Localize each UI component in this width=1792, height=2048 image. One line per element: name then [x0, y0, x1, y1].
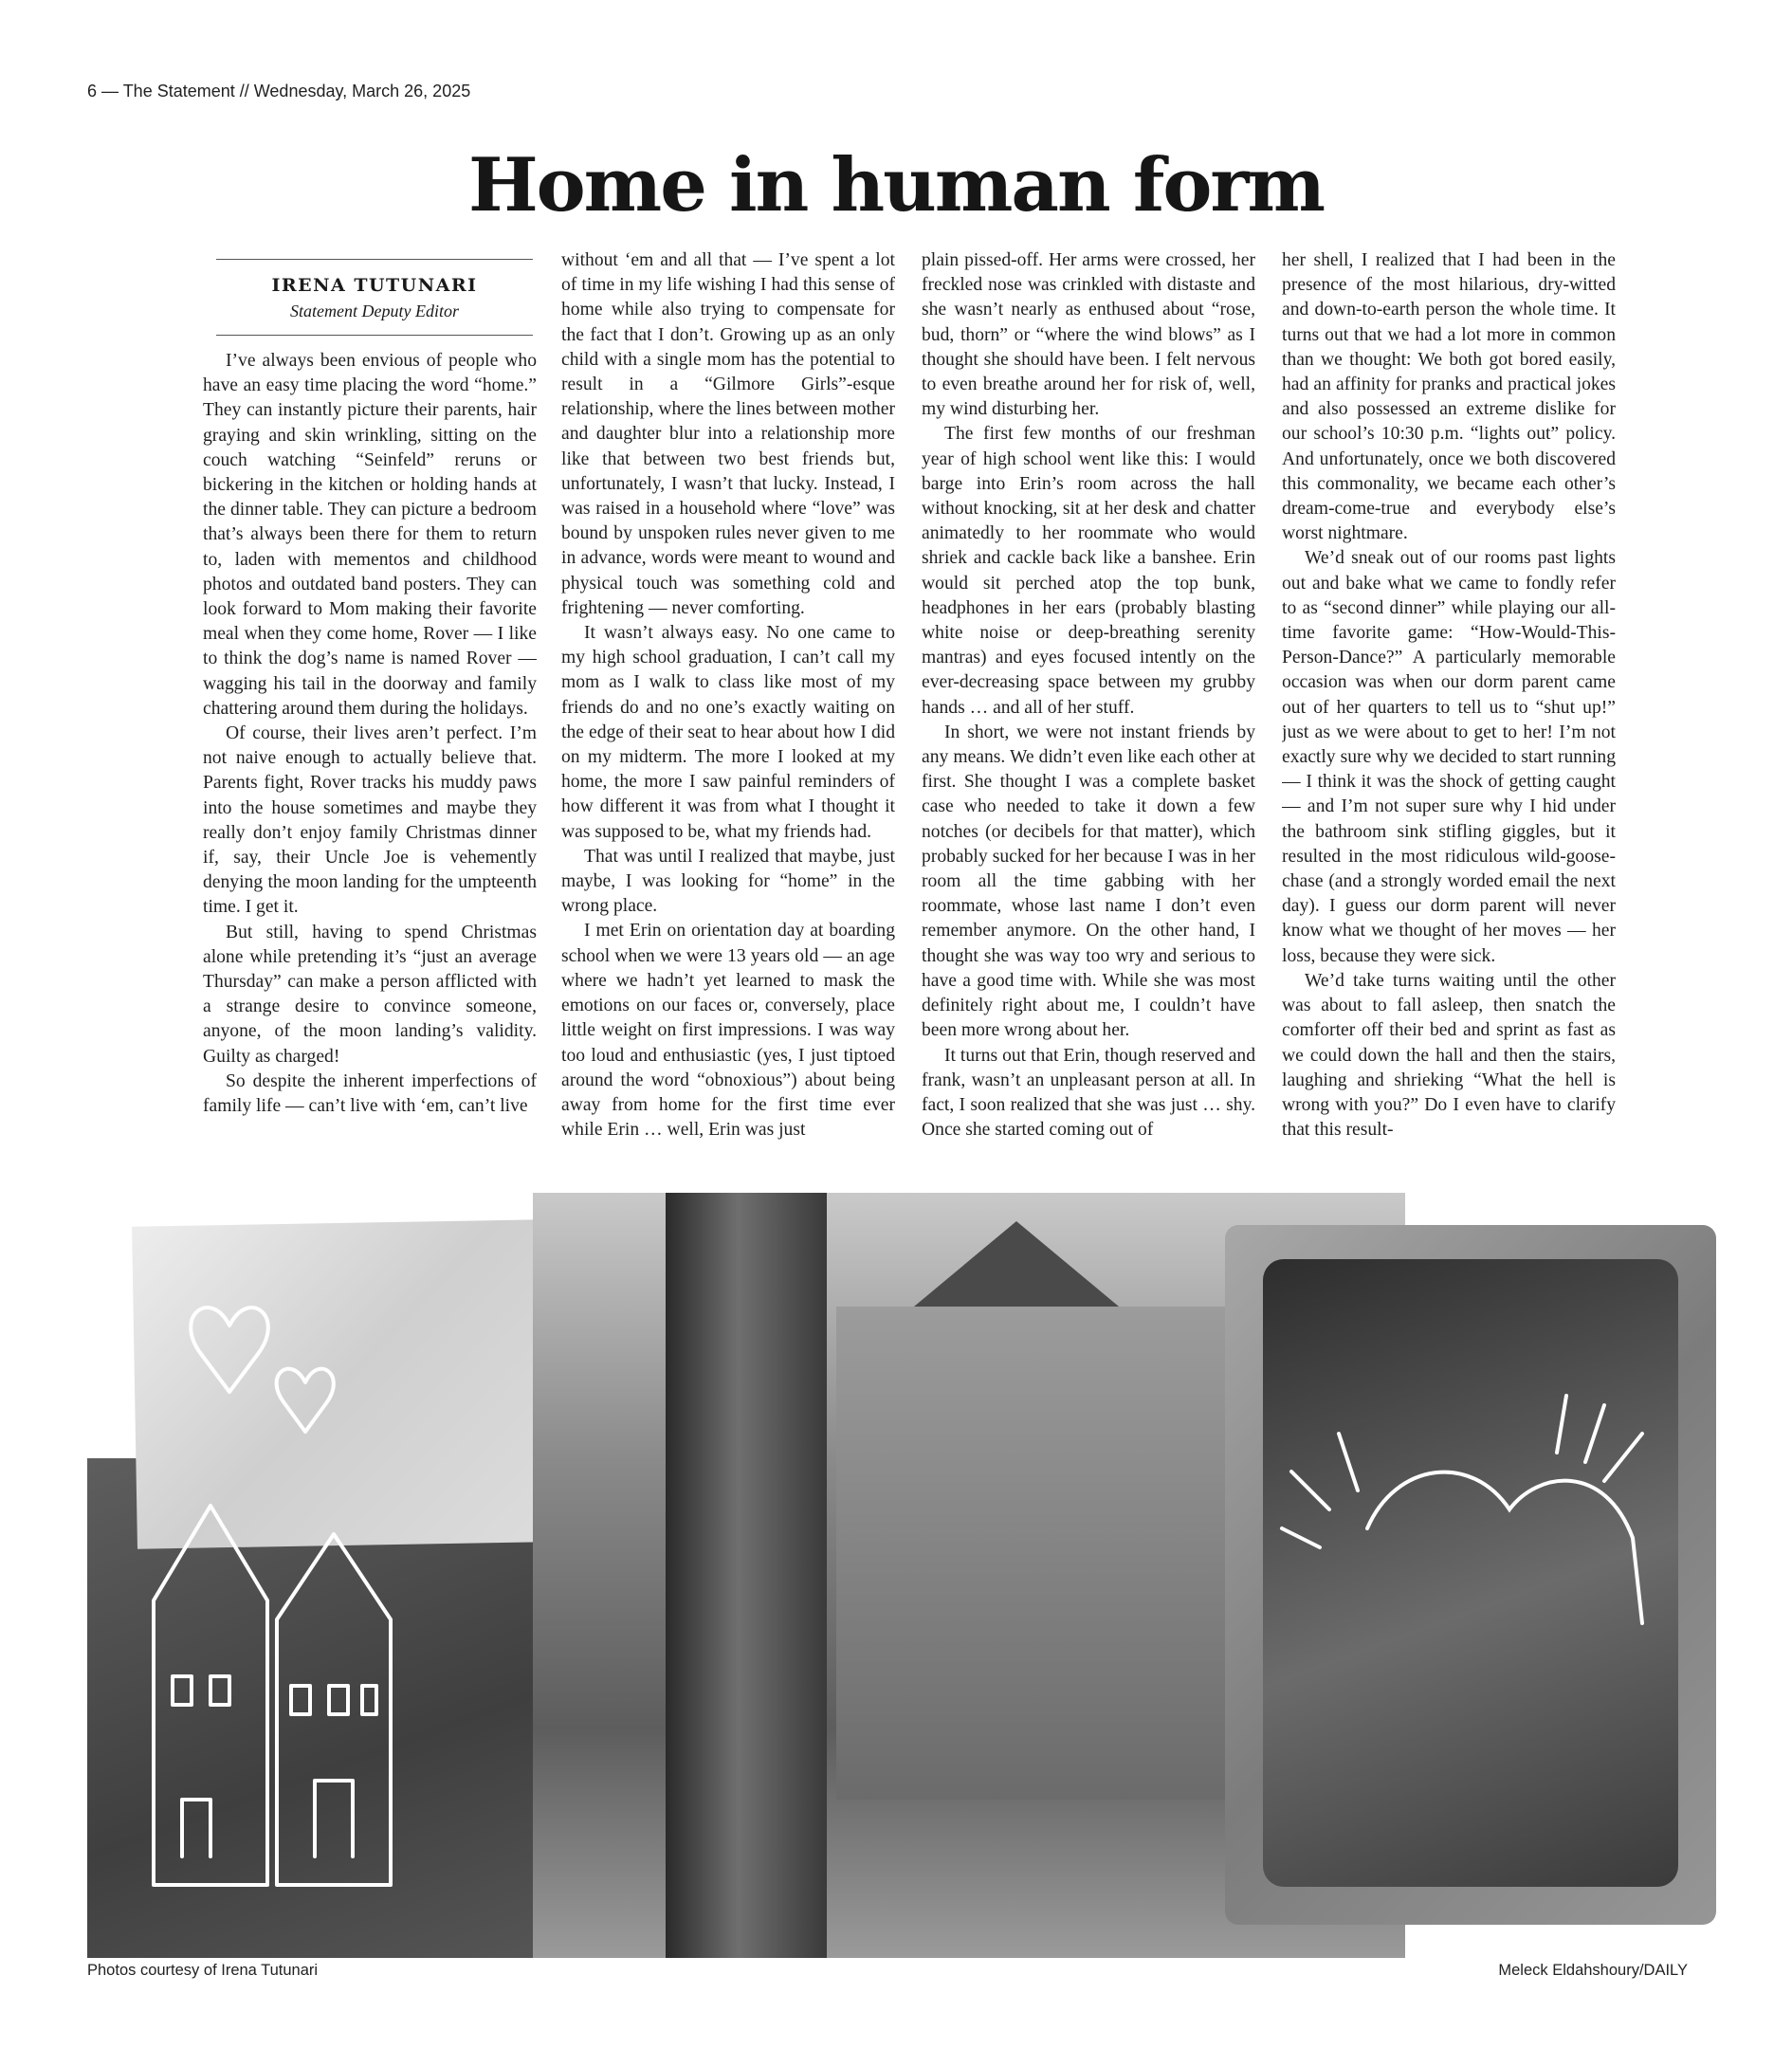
photo-credit-right: Meleck Eldahshoury/DAILY	[1498, 1962, 1688, 1979]
paragraph: I’ve always been envious of people who have an easy time placing the word “home.” They can instantly picture their parents, hair graying and skin wrinkling, sitting on the couch watching “Seinfeld” reruns or bickering in the kitchen or holding hands at the dinner table. They can picture a bedroom that’s always been there for them to return to, laden with mementos and childhood photos and outdated band posters. They can look forward to Mom making their favorite meal when they come home, Rover — I like to think the dog’s name is named Rover — wagging his tail in the doorway and family chattering around them during the holidays.	[203, 351, 537, 719]
paragraph: plain pissed-off. Her arms were crossed, her freckled nose was crinkled with distaste and she wasn’t nearly as enthused about “rose, bud, thorn” or “where the wind blows” as I thought she should have been. I felt nervous to even breathe around her for risk of, well, my wind disturbing her.	[922, 250, 1255, 420]
paragraph: In short, we were not instant friends by any means. We didn’t even like each other at first. She thought I was a complete basket case who needed to take it down a few notches (or decibels for that matter), which probably sucked for her because I was in her room all the time gabbing with her roommate, whose last name I don’t even remember anymore. On the other hand, I thought she was way too wry and serious to have a good time with. While she was most definitely right about me, I couldn’t have been more wrong about her.	[922, 722, 1255, 1041]
utility-pole	[666, 1193, 827, 1958]
chalk-door-left	[182, 1800, 210, 1856]
paragraph: That was until I realized that maybe, just maybe, I was looking for “home” in the wrong place.	[561, 846, 895, 917]
house-facade	[836, 1307, 1272, 1800]
paragraph: It turns out that Erin, though reserved and frank, wasn’t an unpleasant person at all. In fact, I soon realized that she was just … shy. Once she started coming out of	[922, 1045, 1255, 1141]
article-column-4	[1282, 248, 1616, 1151]
chalk-heart-1	[191, 1307, 268, 1392]
author-name: IRENA TUTUNARI	[271, 275, 478, 296]
headline: Home in human form	[467, 142, 1325, 229]
paragraph: I met Erin on orientation day at boarding school when we were 13 years old — an age where we hadn’t yet learned to mask the emotions on our faces or, conversely, place little weight on first impressions. I was way too loud and enthusiastic (yes, I just tiptoed around the word “obnoxious”) about being away from home for the first time ever while Erin … well, Erin was just	[561, 921, 895, 1141]
page-folio: 6 — The Statement // Wednesday, March 26, 2025	[87, 82, 471, 101]
photo-credit-left: Photos courtesy of Irena Tutunari	[87, 1962, 319, 1979]
author-role: Statement Deputy Editor	[290, 302, 459, 320]
paragraph: It wasn’t always easy. No one came to my high school graduation, I can’t call my mom as I walk to class like most of my friends do and no one’s exactly waiting on the edge of their seat to hear about how I did on my midterm. The more I looked at my home, the more I saw painful reminders of how different it was from what I thought it was supposed to be, what my friends had.	[561, 623, 895, 842]
paragraph: her shell, I realized that I had been in the presence of the most hilarious, dry-witted and down-to-earth person the whole time. It turns out that we had a lot more in common than we thought: We both got bored easily, had an affinity for pranks and practical jokes and also possessed an extreme dislike for our school’s 10:30 p.m. “lights out” policy. And unfortunately, once we both discovered this commonality, we became each other’s dream-come-true and everybody else’s worst nightmare.	[1282, 250, 1616, 544]
paragraph: Of course, their lives aren’t perfect. I’m not naive enough to actually believe that. Parents fight, Rover tracks his muddy paws into the house sometimes and maybe they really don’t enjoy family Christmas dinner if, say, their Uncle Joe is vehemently denying the moon landing for the umpteenth time. I get it.	[203, 723, 537, 918]
chalk-door-right	[315, 1781, 353, 1856]
paragraph: So despite the inherent imperfections of family life — can’t live with ‘em, can’t live	[203, 1070, 537, 1117]
chalk-windows	[173, 1676, 376, 1714]
chalk-house-right	[277, 1534, 391, 1885]
chalk-burst-left	[1282, 1434, 1358, 1547]
paragraph: without ‘em and all that — I’ve spent a lot of time in my life wishing I had this sense of home while also trying to compensate for the fact that I don’t. Growing up as an only child with a single mom has the potential to result in a “Gilmore Girls”-esque relationship, where the lines between mother and daughter blur into a relationship more like that between two best friends but, unfortunately, I wasn’t that lucky. Instead, I was raised in a household where “love” was bound by unspoken rules never given to me in advance, words were meant to wound and physical touch was something cold and frightening — never comforting.	[561, 250, 895, 618]
chalk-outline-drawing	[1225, 1225, 1716, 1925]
photo-collage	[87, 1193, 1716, 1958]
paragraph: We’d take turns waiting until the other was about to fall asleep, then snatch the comforter off their bed and sprint as fast as we could down the hall and then the stairs, laughing and shrieking “What the hell is wrong with you?” Do I even have to clarify that this result-	[1282, 970, 1616, 1141]
byline	[216, 259, 533, 336]
friends-photo-frame	[1225, 1225, 1716, 1925]
chalk-heart-2	[277, 1369, 334, 1432]
paragraph: But still, having to spend Christmas alone while pretending it’s “just an average Thursday” can make a person afflicted with a strange desire to convince someone, anyone, of the moon landing’s validity. Guilty as charged!	[203, 922, 537, 1067]
chalk-outline-heads	[1367, 1472, 1642, 1623]
paragraph: We’d sneak out of our rooms past lights out and bake what we came to fondly refer to as “second dinner” while playing our all-time favorite game: “How-Would-This-Person-Dance?” A particularly memorable occasion was when our dorm parent came out of her quarters to tell us to “shut up!” just as we were about to get to her! I’m not exactly sure why we decided to start running — I think it was the shock of getting caught — and I’m not super sure why I hid under the bathroom sink stifling giggles, but it resulted in the most ridiculous wild-goose-chase (and a strongly worded email the next day). I guess our dorm parent will never know what we thought of her moves — her loss, because they were sick.	[1282, 548, 1616, 966]
chalk-houses-drawing	[87, 1193, 542, 1958]
article-column-2	[561, 248, 895, 1151]
article-column-1	[203, 349, 537, 1151]
paragraph: The first few months of our freshman year of high school went like this: I would barge into Erin’s room across the hall without knocking, sit at her desk and chatter animatedly to her roommate who would shriek and cackle back like a banshee. Erin would sit perched atop the top bunk, headphones in her ears (probably blasting white noise or deep-breathing serenity mantras) and eyes focused intently on the ever-decreasing space between my grubby hands … and all of her stuff.	[922, 424, 1255, 718]
article-column-3	[922, 248, 1255, 1151]
chalk-burst-right	[1557, 1396, 1642, 1481]
